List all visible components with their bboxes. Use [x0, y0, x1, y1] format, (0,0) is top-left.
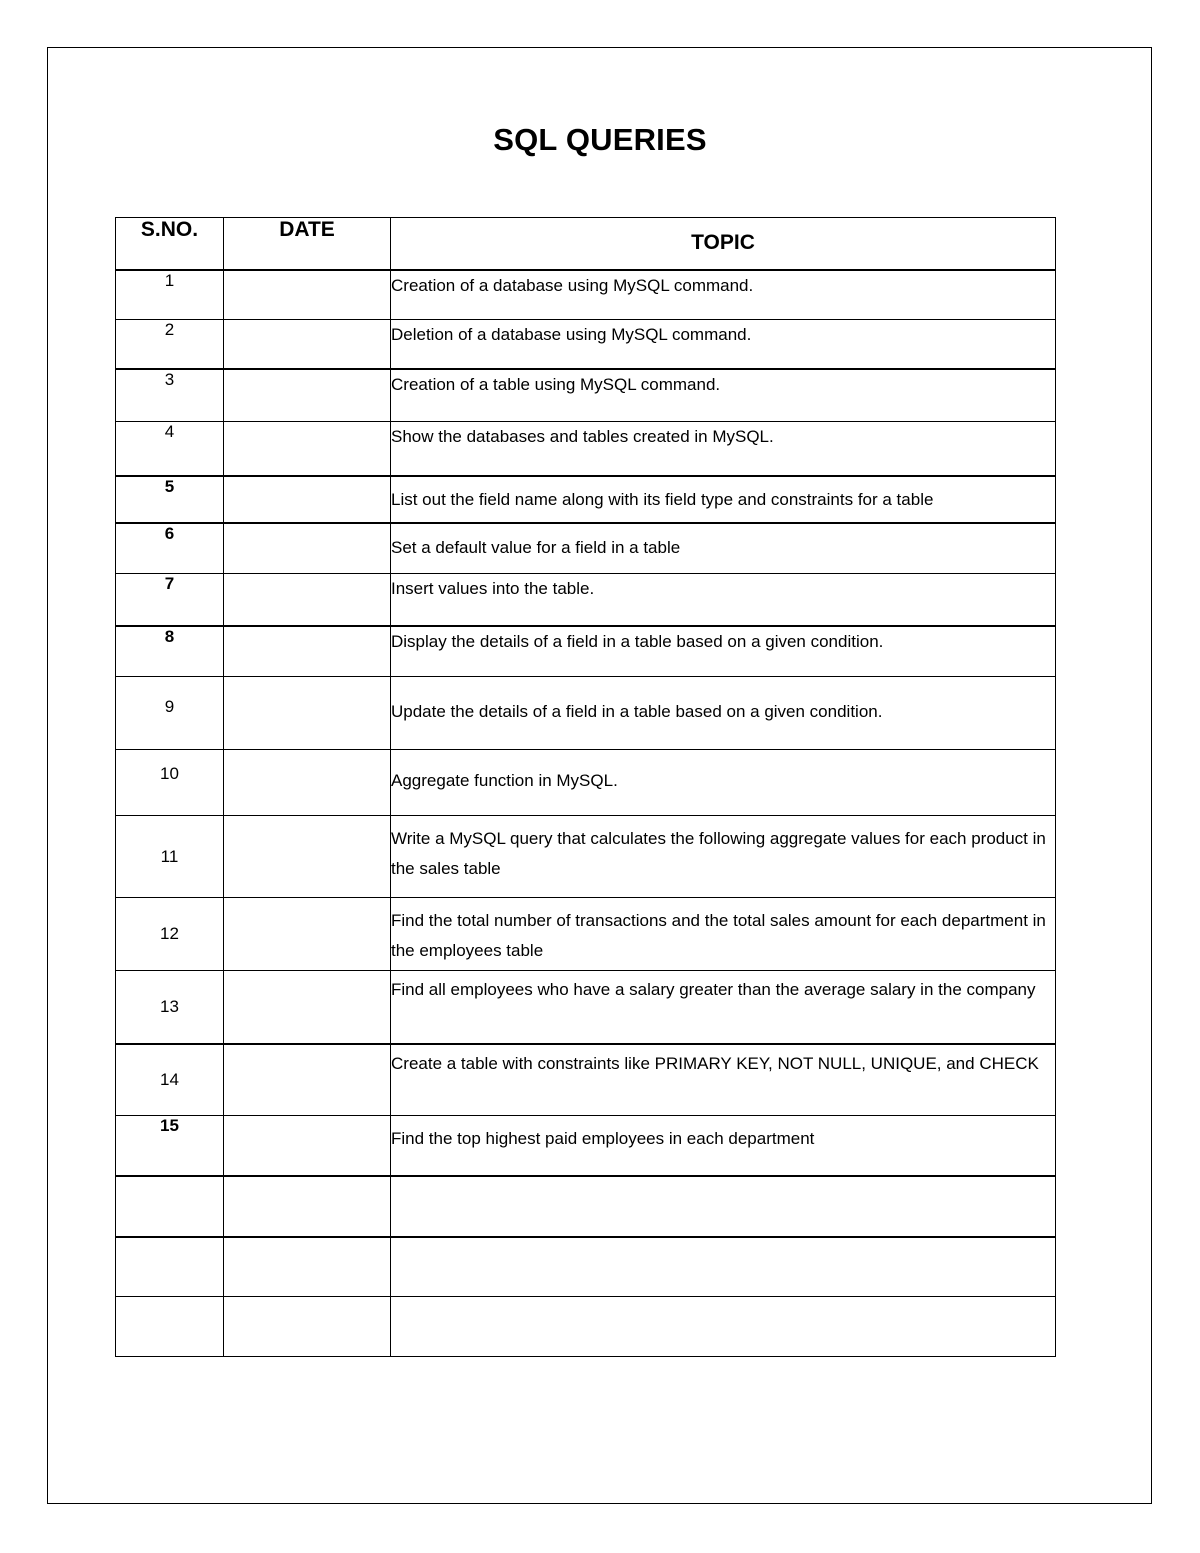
row-date: [224, 750, 391, 816]
row-topic: Aggregate function in MySQL.: [391, 750, 1056, 816]
table-row: [116, 750, 1056, 816]
table-row: [116, 898, 1056, 971]
row-sno: 9: [116, 677, 224, 750]
header-date: DATE: [224, 218, 391, 270]
row-date: [224, 626, 391, 677]
row-sno: [116, 1297, 224, 1357]
table-row: [116, 1237, 1056, 1297]
row-date: [224, 369, 391, 422]
row-date: [224, 270, 391, 320]
topics-table: [115, 217, 1056, 1357]
row-topic: Create a table with constraints like PRIMARY KEY, NOT NULL, UNIQUE, and CHECK: [391, 1044, 1056, 1116]
table-row: [116, 1297, 1056, 1357]
table-row: [116, 626, 1056, 677]
row-sno: 11: [116, 816, 224, 898]
row-date: [224, 1116, 391, 1176]
table-row: [116, 476, 1056, 523]
row-date: [224, 898, 391, 971]
table-row: [116, 270, 1056, 320]
row-sno: 10: [116, 750, 224, 816]
row-sno: 1: [116, 270, 224, 320]
table-row: [116, 320, 1056, 369]
row-topic: Set a default value for a field in a table: [391, 523, 1056, 574]
table-row: [116, 369, 1056, 422]
row-sno: 14: [116, 1044, 224, 1116]
page-title: SQL QUERIES: [493, 122, 707, 157]
row-sno: 3: [116, 369, 224, 422]
table-row: [116, 1044, 1056, 1116]
table-row: [116, 523, 1056, 574]
table-row: [116, 1176, 1056, 1237]
row-sno: 5: [116, 476, 224, 523]
table-row: [116, 816, 1056, 898]
row-date: [224, 971, 391, 1044]
row-sno: 15: [116, 1116, 224, 1176]
row-date: [224, 1297, 391, 1357]
row-topic: Display the details of a field in a table based on a given condition.: [391, 626, 1056, 677]
row-date: [224, 320, 391, 369]
table-header-row: [116, 218, 1056, 270]
table-row: [116, 1116, 1056, 1176]
row-sno: 7: [116, 574, 224, 626]
row-sno: 2: [116, 320, 224, 369]
row-sno: 6: [116, 523, 224, 574]
row-topic: List out the field name along with its field type and constraints for a table: [391, 476, 1056, 523]
header-sno: S.NO.: [116, 218, 224, 270]
row-date: [224, 523, 391, 574]
row-topic: Find the top highest paid employees in each department: [391, 1116, 1056, 1176]
row-topic: Find the total number of transactions and the total sales amount for each department in the employees table: [391, 898, 1056, 971]
row-sno: 13: [116, 971, 224, 1044]
row-date: [224, 816, 391, 898]
row-date: [224, 1237, 391, 1297]
row-topic: [391, 1176, 1056, 1237]
table-row: [116, 574, 1056, 626]
row-topic: Deletion of a database using MySQL command.: [391, 320, 1056, 369]
row-sno: [116, 1237, 224, 1297]
row-topic: Creation of a table using MySQL command.: [391, 369, 1056, 422]
row-sno: 12: [116, 898, 224, 971]
header-topic: TOPIC: [391, 218, 1056, 270]
table-row: [116, 677, 1056, 750]
row-date: [224, 574, 391, 626]
row-date: [224, 1044, 391, 1116]
row-topic: Insert values into the table.: [391, 574, 1056, 626]
row-sno: 4: [116, 422, 224, 476]
row-date: [224, 422, 391, 476]
row-date: [224, 1176, 391, 1237]
row-topic: [391, 1297, 1056, 1357]
row-topic: Find all employees who have a salary greater than the average salary in the company: [391, 971, 1056, 1044]
table-row: [116, 971, 1056, 1044]
row-sno: 8: [116, 626, 224, 677]
row-topic: Update the details of a field in a table based on a given condition.: [391, 677, 1056, 750]
row-date: [224, 476, 391, 523]
row-topic: Creation of a database using MySQL command.: [391, 270, 1056, 320]
row-topic: Write a MySQL query that calculates the following aggregate values for each product in the sales table: [391, 816, 1056, 898]
row-date: [224, 677, 391, 750]
row-topic: Show the databases and tables created in MySQL.: [391, 422, 1056, 476]
row-topic: [391, 1237, 1056, 1297]
row-sno: [116, 1176, 224, 1237]
table-row: [116, 422, 1056, 476]
